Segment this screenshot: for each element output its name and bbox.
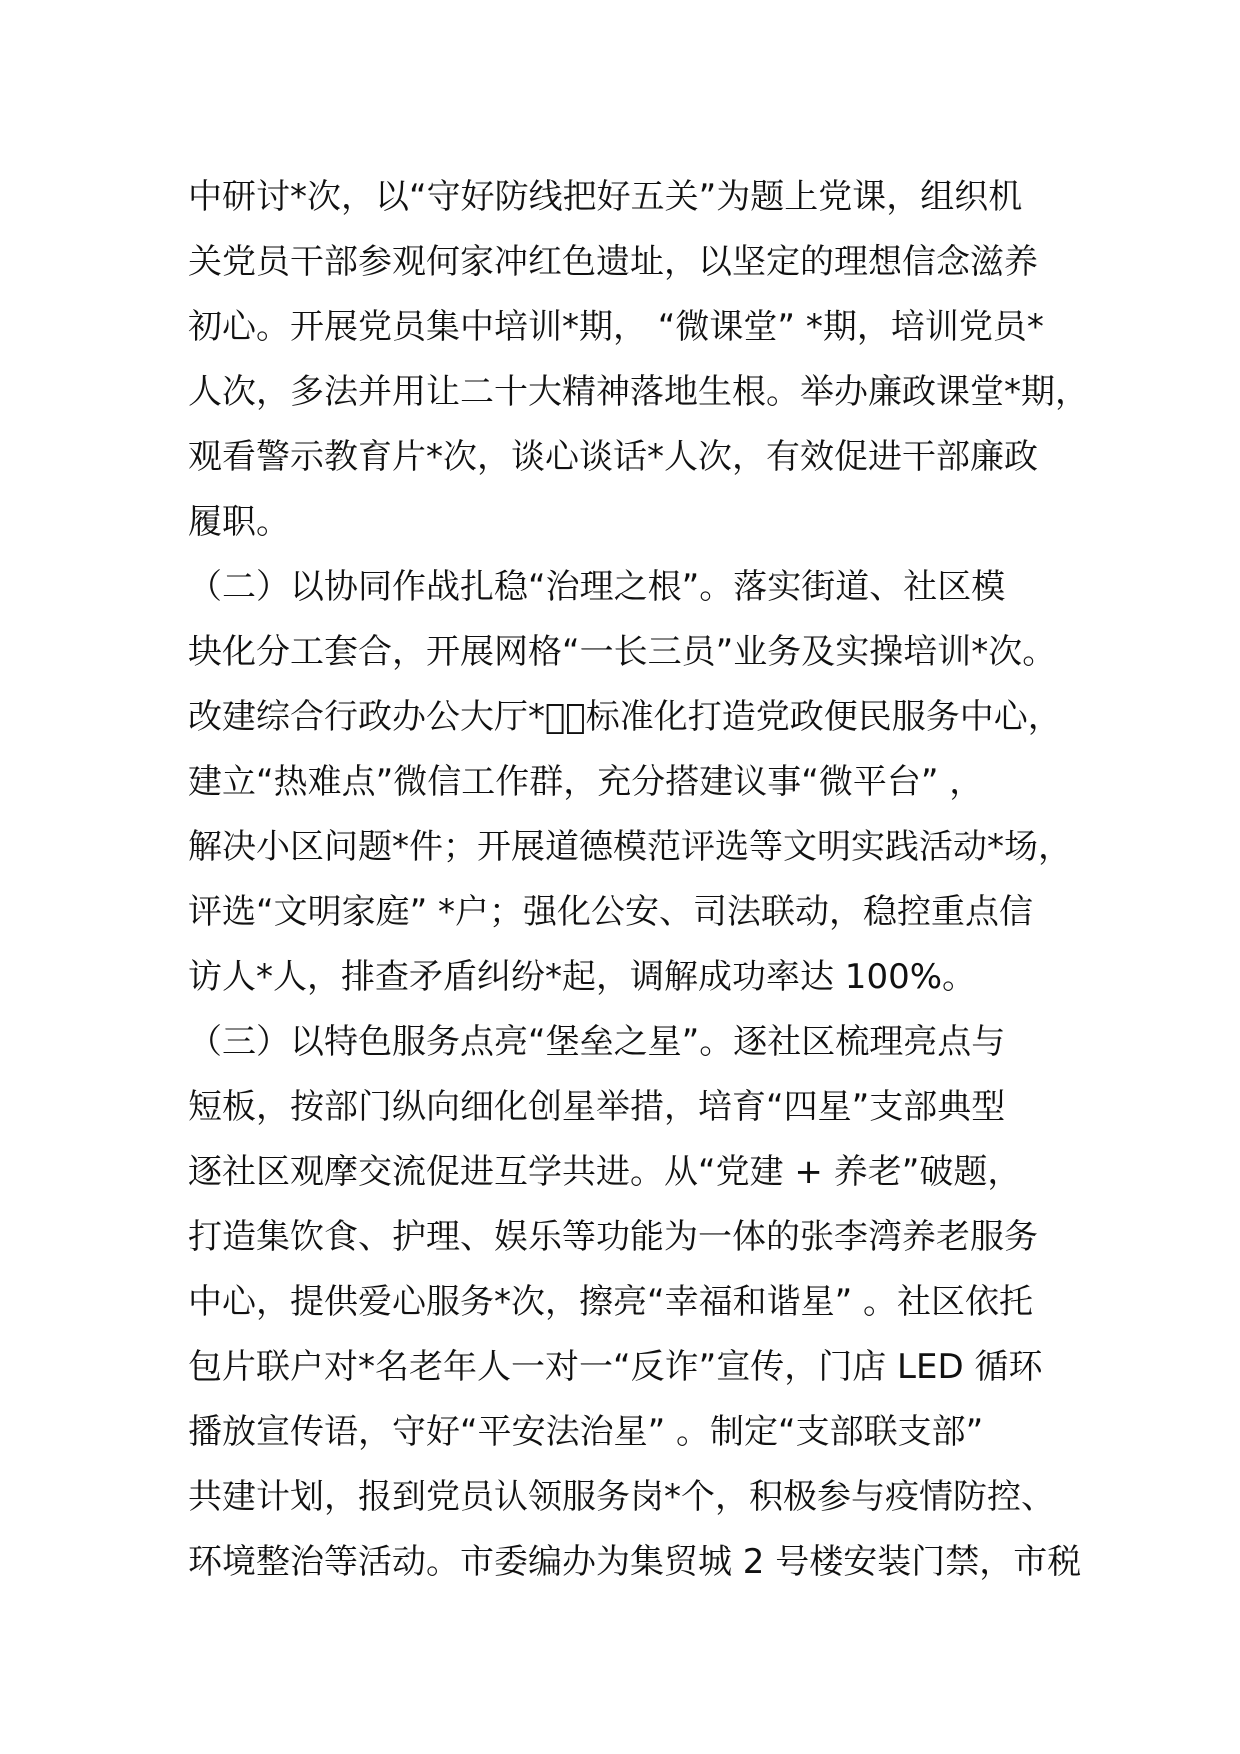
text-line: 块化分工套合，开展网格“一长三员”业务及实操培训*次。	[188, 632, 1057, 672]
text-line: 逐社区观摩交流促进互学共进。从“党建 + 养老”破题，	[188, 1152, 1022, 1192]
text-line: 中研讨*次，以“守好防线把好五关”为题上党课，组织机	[188, 177, 1023, 217]
text-line: 打造集饮食、护理、娱乐等功能为一体的张李湾养老服务	[188, 1217, 1038, 1257]
section-heading-line: （三）以特色服务点亮“堡垒之星”。逐社区梳理亮点与	[188, 1022, 1006, 1062]
text-line: 短板，按部门纵向细化创星举措，培育“四星”支部典型	[188, 1087, 1006, 1127]
text-line: 中心，提供爱心服务*次，擦亮“幸福和谐星” 。社区依托	[188, 1282, 1034, 1322]
text-line: 共建计划，报到党员认领服务岗*个，积极参与疫情防控、	[188, 1477, 1055, 1517]
text-line: 履职。	[188, 502, 290, 542]
body-text	[188, 165, 1088, 1595]
text-line: 观看警示教育片*次，谈心谈话*人次，有效促进干部廉政	[188, 437, 1038, 477]
text-line: 包片联户对*名老年人一对一“反诈”宣传，门店 LED 循环	[188, 1347, 1043, 1387]
text-line: 初心。开展党员集中培训*期， “微课堂” *期，培训党员*	[188, 307, 1044, 347]
text-line: 解决小区问题*件；开展道德模范评选等文明实践活动*场，	[188, 827, 1072, 867]
text-line: 访人*人，排查矛盾纠纷*起，调解成功率达 100%。	[188, 957, 977, 997]
text-line: 评选“文明家庭” *户；强化公安、司法联动，稳控重点信	[188, 892, 1034, 932]
text-line: 改建综合行政办公大厅*􀀀，标准化打造党政便民服务中心，	[188, 697, 1062, 737]
text-line: 播放宣传语，守好“平安法治星” 。制定“支部联支部”	[188, 1412, 984, 1452]
text-line: 关党员干部参观何家冲红色遗址，以坚定的理想信念滋养	[188, 242, 1038, 282]
text-line: 环境整治等活动。市委编办为集贸城 2 号楼安装门禁，市税	[188, 1542, 1082, 1582]
text-line: 人次，多法并用让二十大精神落地生根。举办廉政课堂*期，	[188, 372, 1089, 412]
text-line: 建立“热难点”微信工作群，充分搭建议事“微平台” ，	[188, 762, 984, 802]
section-heading-line: （二）以协同作战扎稳“治理之根”。落实街道、社区模	[188, 567, 1006, 607]
